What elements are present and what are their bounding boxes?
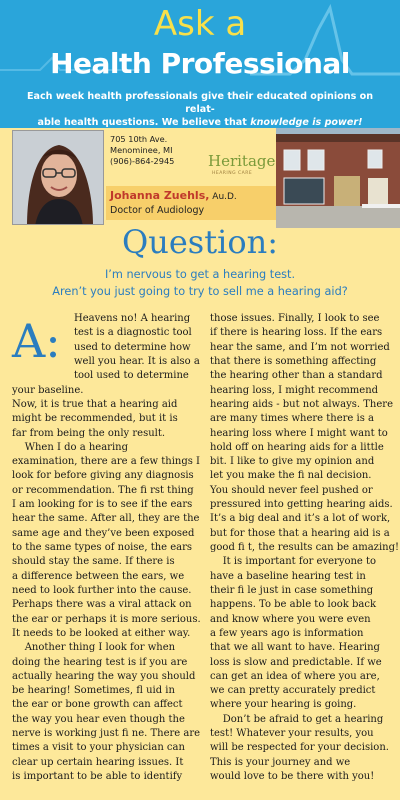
answer-line: Now, it is true that a hearing aid — [12, 398, 178, 410]
answer-line: hear the same, and I’m not worried — [210, 341, 390, 353]
logo-text: Heritage — [208, 152, 276, 170]
answer-line: a few years ago is information — [210, 627, 364, 639]
question-text — [10, 266, 390, 300]
answer-line: their fi le just in case something — [210, 584, 374, 596]
answer-column-right — [210, 312, 400, 784]
answer-line: we can pretty accurately predict — [210, 685, 376, 697]
answer-line: good fi t, the results can be amazing! — [210, 542, 400, 553]
answer-line: loss is slow and predictable. If we — [210, 656, 382, 668]
clinic-building-photo — [276, 128, 400, 228]
answer-line: should stay the same. If there is — [12, 556, 175, 568]
answer-line: happens. To be able to look back — [210, 599, 377, 611]
header-title-line2: Health Professional — [50, 47, 350, 80]
answer-line: This is your journey and we — [210, 756, 351, 768]
answer-line: nerve is working just fi ne. There are — [12, 728, 201, 740]
answer-line: When I do a hearing — [12, 441, 128, 453]
answer-line: used to determine how — [74, 341, 191, 353]
doctor-name-text: Johanna Zuehls, — [110, 189, 210, 202]
answer-line: same age and they’ve been exposed — [12, 527, 195, 539]
answer-line: Don’t be afraid to get a hearing — [210, 713, 384, 725]
answer-line: hearing loss, I might recommend — [210, 384, 379, 396]
answer-line: that there is something affecting — [210, 355, 377, 367]
answer-line: test is a diagnostic tool — [74, 327, 192, 339]
answer-line: would love to be there with you! — [210, 771, 375, 782]
answer-line: is important to be able to identify — [12, 771, 183, 782]
answer-line: doing the hearing test is if you are — [12, 656, 188, 668]
answer-line: times a visit to your physician can — [12, 742, 185, 754]
answer-column-left — [12, 312, 202, 784]
answer-line: It’s a big deal and it’s a lot of work, — [210, 513, 391, 525]
doctor-title: Doctor of Audiology — [110, 205, 205, 216]
answer-line: be hearing! Sometimes, fl uid in — [12, 685, 175, 697]
answer-line: hold off on hearing aids for a little — [210, 441, 384, 453]
question-heading: Question: — [122, 223, 278, 261]
answer-line: bit. I like to give my opinion and — [210, 456, 375, 468]
answer-line: well you hear. It is also a — [74, 355, 200, 367]
answer-line: actually hearing the way you should — [12, 670, 196, 682]
answer-line: might be recommended, but it is — [12, 413, 178, 425]
answer-line: can get an idea of where you are, — [210, 670, 380, 682]
answer-line: tool used to determine — [74, 370, 189, 382]
answer-line: the ear or perhaps it is more serious. — [12, 613, 201, 625]
answer-line: You should never feel pushed or — [210, 484, 373, 496]
answer-line: test! Whatever your results, you — [210, 728, 374, 740]
answer-line: or recommendation. The fi rst thing — [12, 484, 194, 496]
answer-line: clear up certain hearing issues. It — [12, 756, 184, 768]
answer-line: where your hearing is going. — [210, 699, 357, 711]
answer-line: Another thing I look for when — [12, 642, 176, 654]
intro-emphasis: knowledge is power! — [250, 117, 363, 128]
answer-line: need to look further into the cause. — [12, 584, 192, 596]
answer-line: far from being the only result. — [12, 427, 166, 439]
doctor-photo — [12, 130, 104, 225]
answer-line: will be respected for your decision. — [210, 742, 389, 754]
answer-line: hearing aids - but not always. There — [210, 398, 393, 410]
address-phone: (906)-864-2945 — [110, 156, 175, 166]
answer-line: It needs to be looked at either way. — [12, 627, 191, 639]
answer-line: let you make the fi nal decision. — [210, 470, 372, 482]
answer-line: the hearing other than a standard — [210, 370, 383, 382]
heritage-logo — [208, 152, 276, 180]
answer-line: look for before giving any diagnosis — [12, 470, 194, 482]
doctor-credential: Au.D. — [209, 192, 237, 202]
header-intro — [14, 90, 386, 128]
answer-line: to the same types of noise, the ears — [12, 542, 193, 553]
answer-line: I am looking for is to see if the ears — [12, 499, 193, 511]
address-city: Menominee, MI — [110, 145, 173, 155]
logo-subtext: HEARING CARE — [212, 171, 253, 176]
answer-line: your baseline. — [12, 384, 84, 396]
answer-line: Perhaps there was a viral attack on — [12, 599, 192, 611]
answer-line: Heavens no! A hearing — [74, 313, 191, 324]
address-street: 705 10th Ave. — [110, 134, 168, 144]
answer-line: are many times where there is a — [210, 413, 374, 425]
answer-line: pressured into getting hearing aids. — [210, 499, 393, 511]
intro-line1: Each week health professionals give their educated opinions on relat- — [26, 91, 374, 115]
doctor-name — [110, 189, 237, 204]
answer-line: those issues. Finally, I look to see — [210, 313, 380, 324]
question-line1: I’m nervous to get a hearing test. — [104, 268, 296, 281]
header-banner — [0, 0, 400, 128]
clinic-address — [110, 134, 174, 167]
answer-letter: A: — [12, 314, 61, 368]
answer-line: hear the same. After all, they are the — [12, 513, 200, 525]
answer-line: have a baseline hearing test in — [210, 570, 366, 582]
answer-line: It is important for everyone to — [210, 556, 377, 568]
answer-line: a difference between the ears, we — [12, 570, 185, 582]
answer-line: the ear or bone growth can affect — [12, 699, 183, 711]
question-line2: Aren’t you just going to try to sell me a hearing aid? — [52, 285, 348, 298]
answer-line: but for those that a hearing aid is a — [210, 527, 390, 539]
header-title-line1: Ask a — [153, 4, 247, 44]
answer-line: if there is hearing loss. If the ears — [210, 327, 383, 339]
answer-line: the way you hear even though the — [12, 713, 185, 725]
answer-line: hearing loss where I might want to — [210, 427, 388, 439]
answer-line: examination, there are a few things I — [12, 456, 200, 468]
intro-line2: able health questions. We believe that — [37, 117, 251, 128]
answer-line: that we all want to have. Hearing — [210, 642, 380, 654]
answer-line: and know where you were even — [210, 613, 371, 625]
